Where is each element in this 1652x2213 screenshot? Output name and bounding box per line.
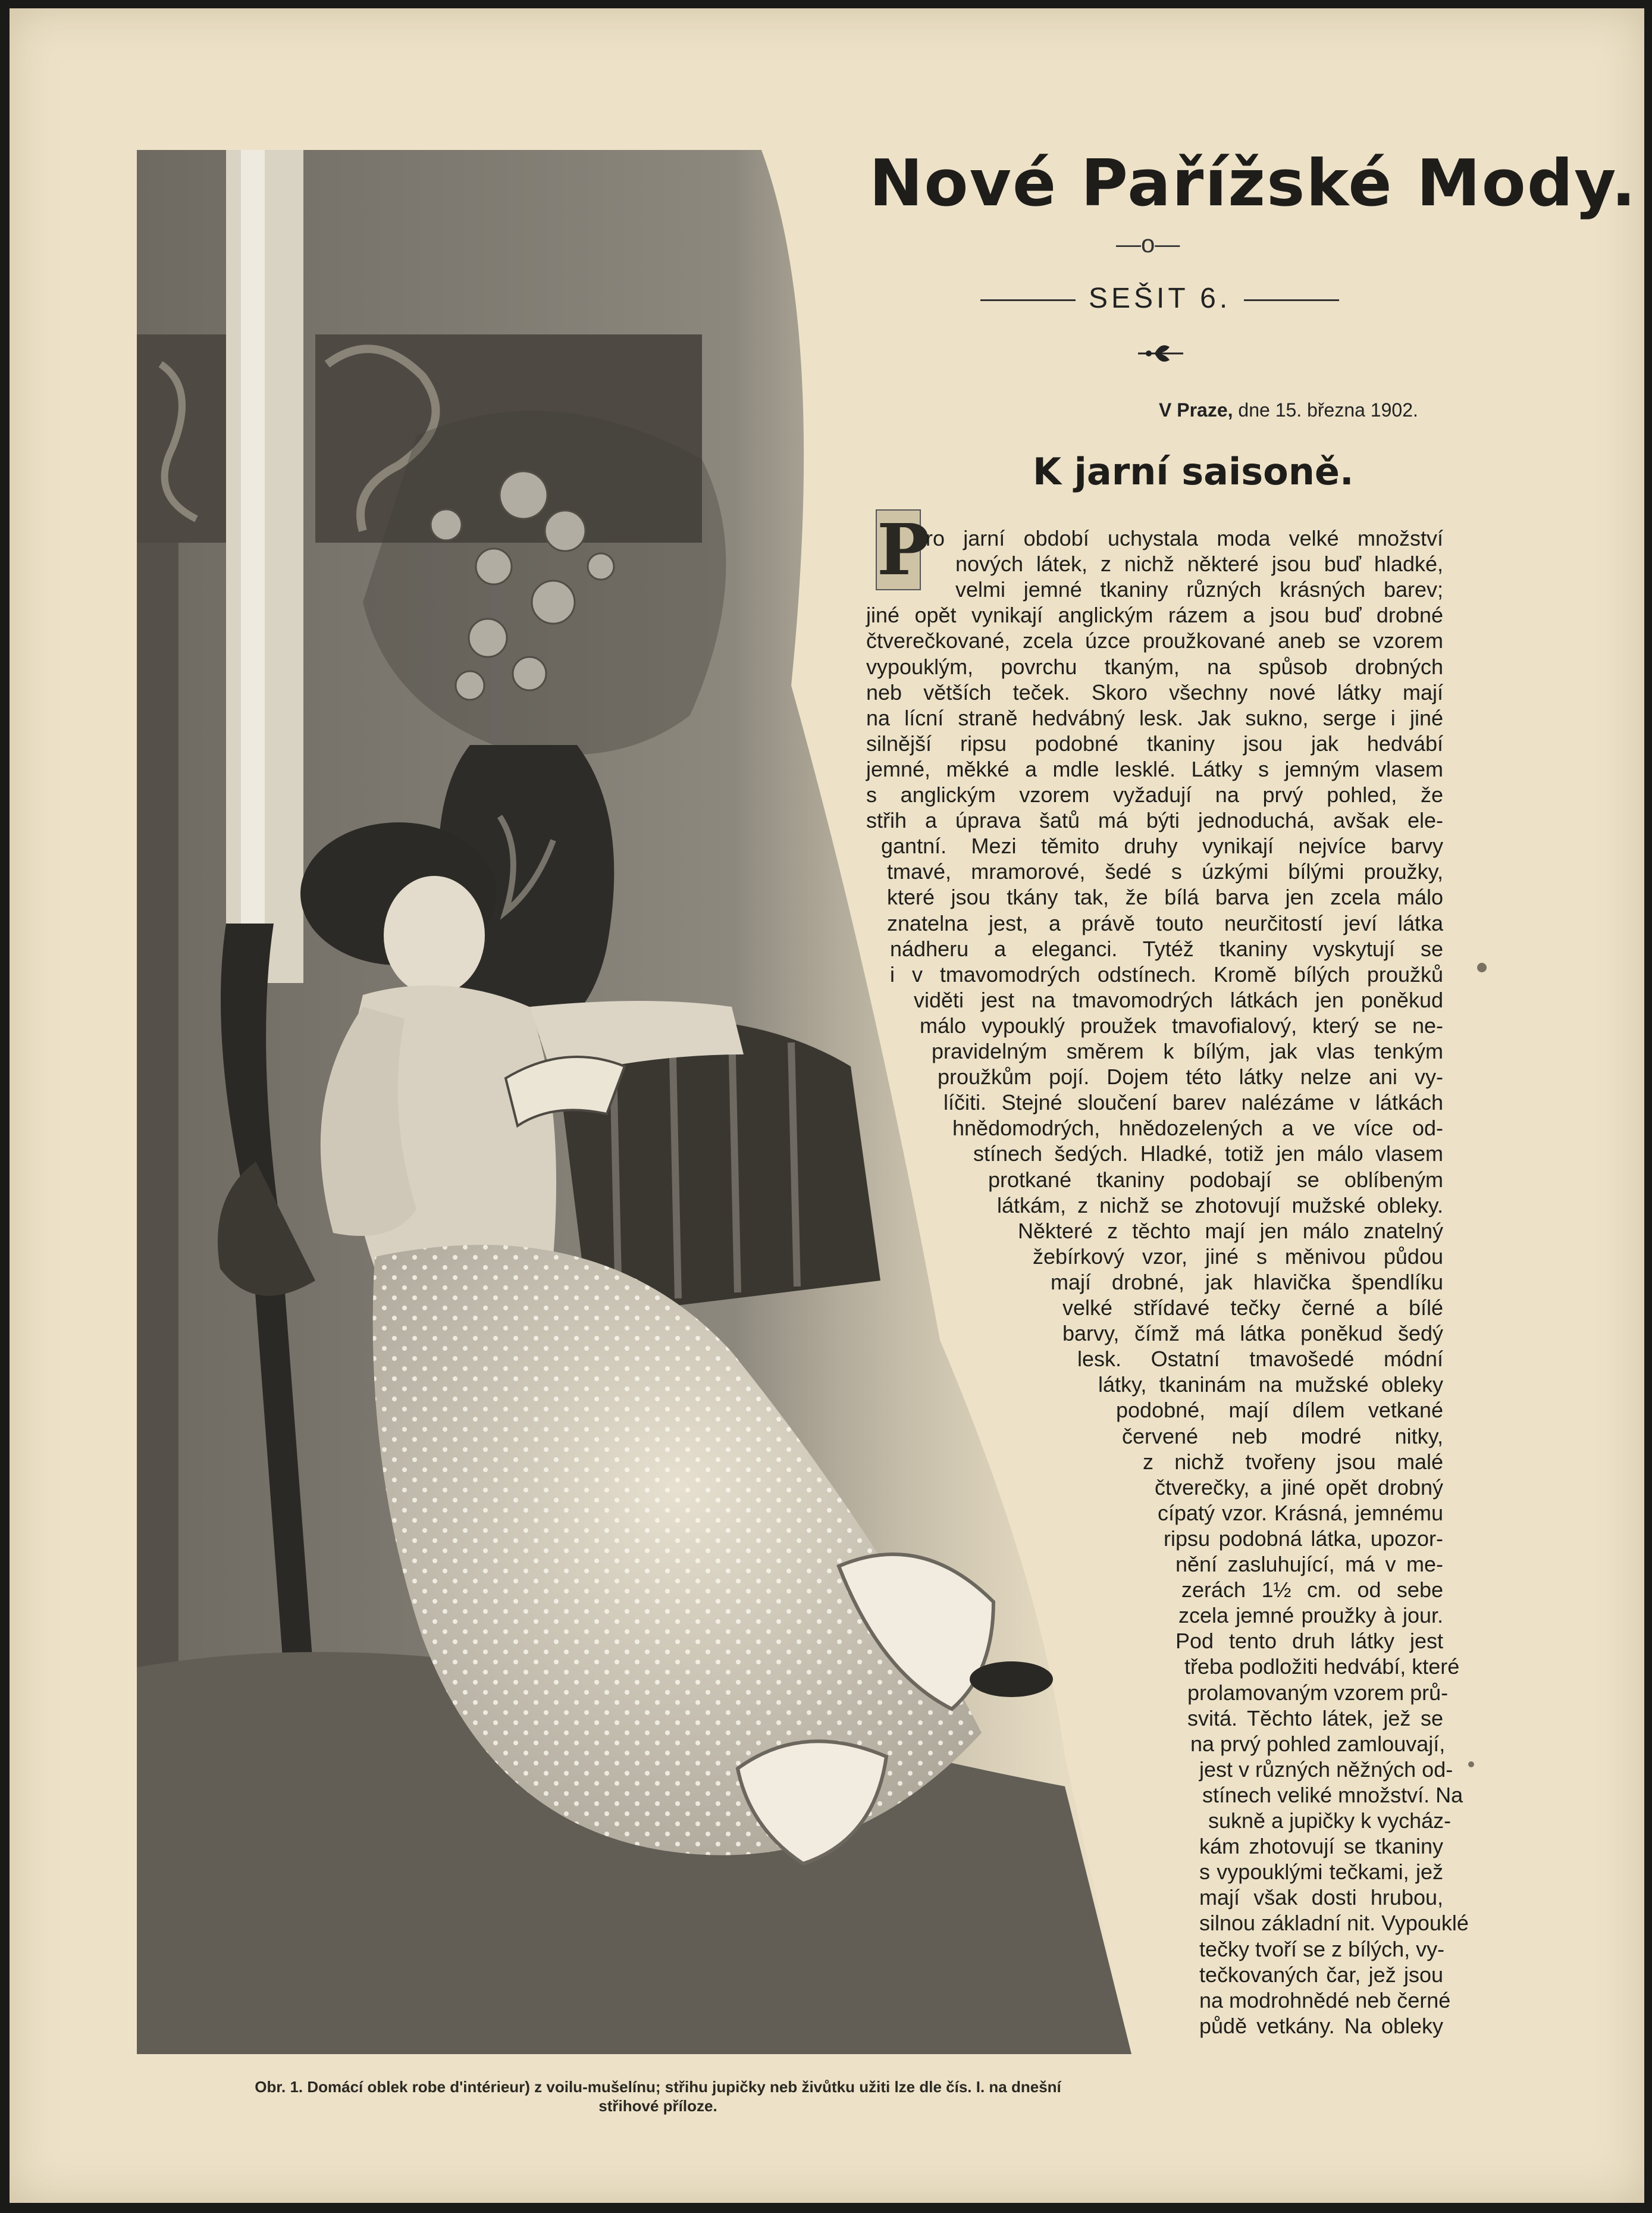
article-line: tečky tvoří se z bílých, vy- xyxy=(1199,1936,1445,1961)
article-line: čtverečkované, zcela úzce proužkované aneb se vzorem xyxy=(866,628,1443,653)
article-line: cípatý vzor. Krásná, jemnému xyxy=(1158,1500,1443,1525)
leaf-ornament-icon xyxy=(1137,339,1184,368)
article-line: třeba podložiti hedvábí, které xyxy=(1184,1654,1460,1679)
article-line: proužkům pojí. Dojem této látky nelze ani vy- xyxy=(938,1065,1443,1090)
page-title: Nové Pařížské Mody. xyxy=(869,146,1637,221)
article-line: neb větších teček. Skoro všechny nové látky mají xyxy=(866,680,1443,705)
article-line: i v tmavomodrých odstínech. Kromě bílých proužků xyxy=(890,962,1443,987)
dateline xyxy=(1159,399,1418,421)
article-line: čtverečky, a jiné opět drobný xyxy=(1155,1475,1443,1500)
article-line: málo vypouklý proužek tmavofialový, který se ne- xyxy=(920,1013,1443,1038)
article-line: prolamovaným vzorem prů- xyxy=(1187,1680,1449,1705)
article-line: ripsu podobná látka, upozor- xyxy=(1164,1526,1443,1551)
drop-cap: P xyxy=(877,508,930,591)
article-line: půdě vetkány. Na obleky xyxy=(1199,2013,1443,2038)
issue-number: SEŠIT 6. xyxy=(1089,283,1231,314)
article-line: nění zasluhující, má v me- xyxy=(1175,1552,1443,1576)
dateline-place: V Praze, xyxy=(1159,399,1233,421)
article-line: jest v různých něžných od- xyxy=(1199,1757,1453,1782)
article-line: na modrohnědé neb černé xyxy=(1199,1987,1451,2012)
article-line: tečkovaných čar, jež jsou xyxy=(1199,1962,1443,1987)
article-line: vypouklým, povrchu tkaným, na spůsob drobných xyxy=(866,654,1443,679)
article-line: na lícní straně hedvábný lesk. Jak sukno, serge i jiné xyxy=(866,705,1443,730)
article-line: pravidelným směrem k bílým, jak vlas tenkým xyxy=(932,1039,1443,1063)
article-line: zerách 1½ cm. od sebe xyxy=(1181,1577,1443,1602)
article-line: stínech veliké množství. Na xyxy=(1202,1782,1463,1807)
article-line: znatelna jest, a právě touto neurčitostí jeví látka xyxy=(887,910,1443,935)
article-line: červené neb modré nitky, xyxy=(1122,1423,1443,1448)
article-line: ro jarní období uchystala moda velké množství xyxy=(926,526,1443,550)
article-line: gantní. Mezi těmito druhy vynikají nejvíce barvy xyxy=(881,834,1443,859)
article-line: stínech šedých. Hladké, totiž jen málo vlasem xyxy=(973,1141,1443,1166)
title-separator: —o— xyxy=(1116,230,1180,258)
article-line: látkám, z nichž se zhotovují mužské obleky. xyxy=(997,1192,1443,1217)
article-line: tmavé, mramorové, šedé s úzkými bílými proužky, xyxy=(887,859,1443,884)
article-line: lesk. Ostatní tmavošedé módní xyxy=(1077,1347,1443,1372)
article-line: velké střídavé tečky černé a bílé xyxy=(1062,1295,1443,1320)
caption-line-1: Obr. 1. Domácí oblek robe d'intérieur) z voilu-mušelínu; střihu jupičky neb živůtku užiti lze dle čís. I. na dnešní xyxy=(255,2078,1061,2096)
article-line: kám zhotovují se tkaniny xyxy=(1199,1834,1443,1859)
article-line: žebírkový vzor, jiné s měnivou půdou xyxy=(1033,1244,1443,1269)
article-line: jiné opět vynikají anglickým rázem a jsou buď drobné xyxy=(866,603,1443,628)
article-line: hnědomodrých, hnědozelených a ve více od- xyxy=(952,1116,1443,1141)
article-line: střih a úprava šatů má býti jednoduchá, avšak ele- xyxy=(866,808,1443,833)
dateline-date: dne 15. března 1902. xyxy=(1238,399,1418,421)
article-line: barvy, čímž má látka poněkud šedý xyxy=(1062,1321,1443,1346)
article-line: s vypouklými tečkami, jež xyxy=(1199,1860,1443,1885)
article-line: zcela jemné proužky à jour. xyxy=(1178,1603,1443,1628)
issue-label xyxy=(967,282,1352,315)
caption-line-2: střihové příloze. xyxy=(598,2097,717,2115)
article-line: nádheru a eleganci. Tytéž tkaniny vyskytují se xyxy=(890,936,1443,961)
issue-rule-left xyxy=(980,299,1076,301)
article-line: Některé z těchto mají jen málo znatelný xyxy=(1018,1218,1443,1243)
issue-rule-right xyxy=(1244,299,1339,301)
article-line: s anglickým vzorem vyžadují na prvý pohled, že xyxy=(866,782,1443,807)
article-line: jemné, měkké a mdle lesklé. Látky s jemným vlasem xyxy=(866,756,1443,781)
article-line: z nichž tvořeny jsou malé xyxy=(1143,1449,1443,1474)
article-line: které jsou tkány tak, že bílá barva jen zcela málo xyxy=(887,885,1443,910)
article-line: mají drobné, jak hlavička špendlíku xyxy=(1051,1269,1443,1294)
margin-mark xyxy=(1477,963,1487,972)
article-line: na prvý pohled zamlouvají, xyxy=(1190,1731,1446,1756)
article-heading: K jarní saisoně. xyxy=(1033,450,1354,493)
article-line: silnější ripsu podobné tkaniny jsou jak hedvábí xyxy=(866,731,1443,756)
article-line: viděti jest na tmavomodrých látkách jen poněkud xyxy=(914,987,1443,1012)
article-line: látky, tkaninám na mužské obleky xyxy=(1098,1372,1443,1397)
figure-caption xyxy=(194,2077,1122,2115)
article-line: svitá. Těchto látek, jež se xyxy=(1187,1705,1443,1730)
article-line: Pod tento druh látky jest xyxy=(1175,1629,1443,1654)
article-line: líčiti. Stejné sloučení barev nalézáme v látkách xyxy=(943,1090,1443,1115)
article-line: velmi jemné tkaniny různých krásných barev; xyxy=(955,577,1443,602)
article-line: protkané tkaniny podobají se oblíbeným xyxy=(988,1167,1443,1192)
magazine-page xyxy=(10,8,1644,2203)
article-line: nových látek, z nichž některé jsou buď hladké, xyxy=(955,552,1443,577)
margin-mark xyxy=(1468,1761,1474,1767)
article-line: sukně a jupičky k vycház- xyxy=(1208,1808,1452,1833)
article-line: podobné, mají dílem vetkané xyxy=(1116,1398,1443,1423)
article-line: silnou základní nit. Vypouklé xyxy=(1199,1911,1469,1936)
article-line: mají však dosti hrubou, xyxy=(1199,1885,1443,1910)
